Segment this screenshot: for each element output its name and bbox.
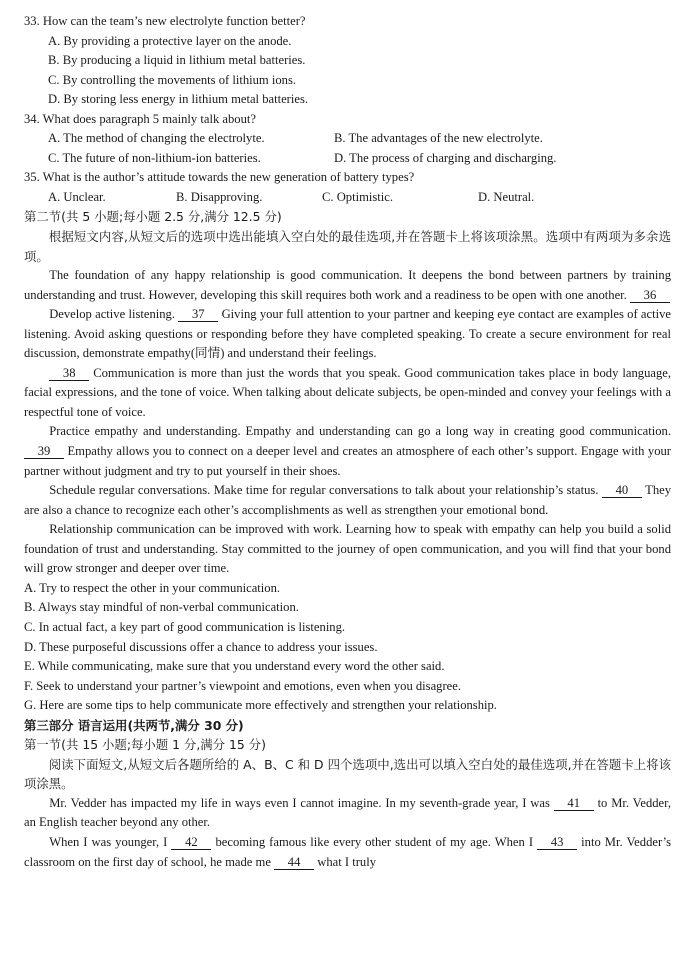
question-33-stem: 33. How can the team’s new electrolyte function better? xyxy=(24,14,306,28)
q33-option-d: D. By storing less energy in lithium metal batteries. xyxy=(48,92,308,107)
question-35-stem: 35. What is the author’s attitude towards the new generation of battery types? xyxy=(24,170,415,185)
paragraph-text: They are also a chance to recognize each other’s accomplishments as well as strengthen your emotional bond. xyxy=(24,483,672,517)
blank-38: 38 xyxy=(49,366,89,381)
blank-39: 39 xyxy=(24,444,64,459)
q35-option-d: D. Neutral. xyxy=(478,189,535,204)
q35-options-row xyxy=(24,188,671,208)
passage-paragraph-2 xyxy=(24,305,671,364)
q34-option-c: C. The future of non-lithium-ion batteries. xyxy=(48,150,261,165)
blank-42: 42 xyxy=(171,835,211,850)
paragraph-text: to Mr. Vedder, an English teacher beyond any other. xyxy=(24,795,671,830)
paragraph-text: When I was younger, I xyxy=(49,834,168,849)
paragraph-text: Schedule regular conversations. Make time for regular conversations to talk about your relationship’s status. xyxy=(49,483,599,498)
passage-paragraph-1 xyxy=(24,266,671,305)
q34-option-b: B. The advantages of the new electrolyte. xyxy=(334,131,543,146)
q34-options-row-1 xyxy=(24,129,671,149)
q35-option-c: C. Optimistic. xyxy=(322,189,394,204)
passage-paragraph-3 xyxy=(24,364,671,423)
blank-40: 40 xyxy=(602,483,642,498)
q34-option-a: A. The method of changing the electrolyte. xyxy=(48,131,265,146)
blank-41: 41 xyxy=(554,796,594,811)
choice-e: E. While communicating, make sure that you understand every word the other said. xyxy=(24,659,445,674)
cloze-paragraph-2 xyxy=(24,833,671,872)
passage-paragraph-5 xyxy=(24,481,671,520)
q33-option-c: C. By controlling the movements of lithium ions. xyxy=(48,72,297,87)
paragraph-text: Communication is more than just the words that you speak. Good communication takes place in body language, facial expressions, and the tone of voice. When talking about delicate subjects, be open-minded and convey your feelings with a respectful tone of voice. xyxy=(24,365,671,419)
paragraph-text: Giving your full attention to your partner and keeping eye contact are examples of active listening. Avoid asking questions or responding before they have completed speaking. To create a secure environment for real discussion, demonstrate empathy(同情) and understand their feelings. xyxy=(24,307,671,361)
paragraph-text: into Mr. Vedder’s classroom on the first day of school, he made me xyxy=(24,834,672,869)
choice-b: B. Always stay mindful of non-verbal communication. xyxy=(24,600,299,615)
q35-option-a: A. Unclear. xyxy=(48,189,106,204)
blank-43: 43 xyxy=(537,835,577,850)
q34-options-row-2 xyxy=(24,149,671,169)
paragraph-text: Practice empathy and understanding. Empathy and understanding can go a long way in creating good communication. xyxy=(49,424,671,439)
q35-option-b: B. Disapproving. xyxy=(176,189,263,204)
paragraph-text: becoming famous like every other student of my age. When I xyxy=(215,834,534,849)
paragraph-text: Empathy allows you to connect on a deeper level and creates an atmosphere of each other’s support. Engage with your partner without judgment and try to put yourself in their shoes. xyxy=(24,444,671,478)
q33-option-a: A. By providing a protective layer on the anode. xyxy=(48,33,292,48)
choice-d: D. These purposeful discussions offer a chance to address your issues. xyxy=(24,639,378,654)
q34-option-d: D. The process of charging and discharging. xyxy=(334,150,557,165)
part-3-heading: 第三部分 语言运用(共两节,满分 30 分) xyxy=(24,717,244,733)
section-2-heading: 第二节(共 5 小题;每小题 2.5 分,满分 12.5 分) xyxy=(24,209,282,225)
choice-f: F. Seek to understand your partner’s viewpoint and emotions, even when you disagree. xyxy=(24,678,461,693)
part-3-instruction: 阅读下面短文,从短文后各题所给的 A、B、C 和 D 四个选项中,选出可以填入空白处的最佳选项,并在答题卡上将该项涂黑。 xyxy=(24,756,671,792)
passage-paragraph-6: Relationship communication can be improved with work. Learning how to speak with empathy can help you build a solid foundation of trust and understanding. Stay committed to the journey of open communication, and you will find that your bond will grow stronger and deeper over time. xyxy=(24,522,671,576)
paragraph-text: what I truly xyxy=(317,854,376,869)
blank-44: 44 xyxy=(274,855,314,870)
paragraph-text: The foundation of any happy relationship is good communication. It deepens the bond between partners by training understanding and trust. However, developing this skill requires both work and a readiness to be open with one another. xyxy=(24,268,671,302)
paragraph-text: Develop active listening. xyxy=(49,307,175,322)
q33-option-b: B. By producing a liquid in lithium metal batteries. xyxy=(48,53,306,68)
blank-37: 37 xyxy=(178,307,218,322)
cloze-paragraph-1 xyxy=(24,794,671,833)
section-2-instruction: 根据短文内容,从短文后的选项中选出能填入空白处的最佳选项,并在答题卡上将该项涂黑。选项中有两项为多余选项。 xyxy=(24,229,671,264)
choice-a: A. Try to respect the other in your communication. xyxy=(24,580,281,595)
choice-c: C. In actual fact, a key part of good communication is listening. xyxy=(24,619,346,634)
paragraph-text: Mr. Vedder has impacted my life in ways even I cannot imagine. In my seventh-grade year, I was xyxy=(49,795,550,810)
passage-paragraph-4 xyxy=(24,422,671,481)
question-34-stem: 34. What does paragraph 5 mainly talk about? xyxy=(24,111,256,126)
blank-36: 36 xyxy=(630,288,670,303)
choice-g: G. Here are some tips to help communicate more effectively and strengthen your relationship. xyxy=(24,698,497,713)
part-3-sub-heading: 第一节(共 15 小题;每小题 1 分,满分 15 分) xyxy=(24,737,266,753)
